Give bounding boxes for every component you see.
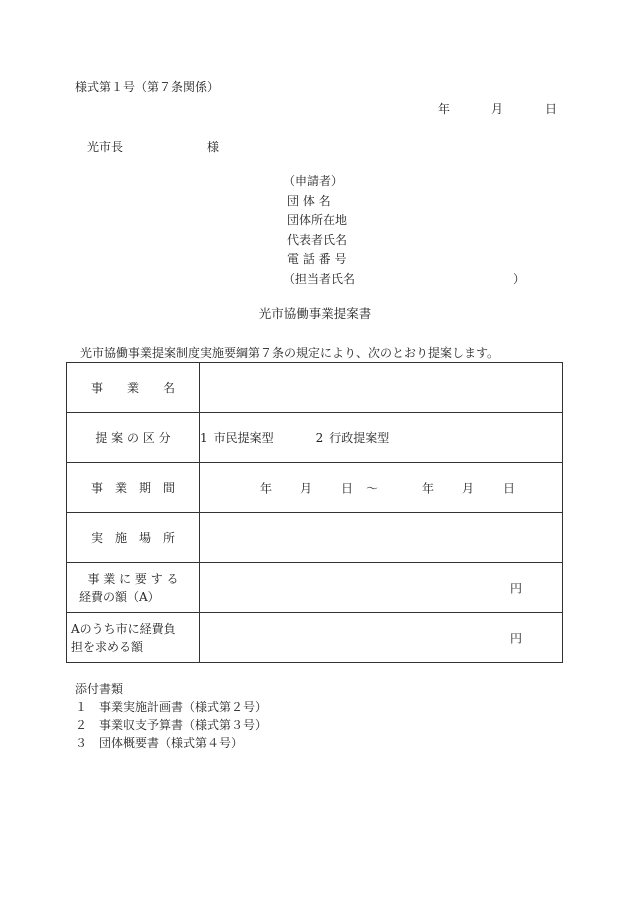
category-option-1[interactable]: 市民提案型	[213, 431, 274, 445]
date-day-label: 日	[545, 102, 558, 116]
applicant-block	[283, 172, 526, 289]
contact-row	[283, 270, 526, 290]
period-start-month: 月	[300, 481, 313, 495]
project-name-field[interactable]	[200, 363, 563, 413]
period-field[interactable]	[200, 463, 563, 513]
contact-close-paren: ）	[513, 271, 526, 286]
attachment-item: １ 事業実施計画書（様式第２号）	[75, 700, 268, 714]
period-start-day: 日	[341, 481, 354, 495]
row-venue	[67, 513, 563, 563]
category-field	[200, 413, 563, 463]
cost-unit: 円	[509, 581, 522, 595]
period-label: 事 業 期 間	[67, 463, 200, 513]
honorific: 様	[207, 140, 220, 154]
contact-person-label: （担当者氏名	[283, 271, 356, 286]
row-project-name	[67, 363, 563, 413]
period-tilde: ～	[366, 481, 379, 495]
row-period	[67, 463, 563, 513]
org-address-label: 団体所在地	[287, 213, 348, 227]
period-end-year: 年	[422, 481, 435, 495]
representative-label: 代表者氏名	[287, 232, 348, 247]
period-end-day: 日	[503, 481, 516, 495]
venue-field[interactable]	[200, 513, 563, 563]
proposal-table	[66, 362, 563, 663]
row-cost	[67, 563, 563, 613]
category-label: 提 案 の 区 分	[67, 413, 200, 463]
city-share-field[interactable]	[200, 613, 563, 663]
city-share-unit: 円	[509, 631, 522, 645]
category-option-1-number: 1	[200, 431, 208, 445]
intro-text: 光市協働事業提案制度実施要綱第７条の規定により、次のとおり提案します。	[80, 346, 500, 360]
cost-field[interactable]	[200, 563, 563, 613]
document-title: 光市協働事業提案書	[258, 306, 372, 321]
venue-label: 実 施 場 所	[67, 513, 200, 563]
addressee: 光市長	[87, 140, 124, 154]
row-city-share	[67, 613, 563, 663]
cost-label: 事 業 に 要 す る 経費の額（A）	[67, 563, 200, 613]
attachment-item: ２ 事業収支予算書（様式第３号）	[75, 718, 268, 732]
row-category	[67, 413, 563, 463]
project-name-label: 事 業 名	[67, 363, 200, 413]
applicant-heading: （申請者）	[283, 174, 344, 188]
phone-label: 電 話 番 号	[287, 252, 347, 266]
city-share-label: Aのうち市に経費負 担を求める額	[67, 613, 200, 663]
period-end-month: 月	[462, 481, 475, 495]
date-month-label: 月	[491, 102, 504, 116]
form-number: 様式第１号（第７条関係）	[75, 80, 220, 94]
attachments	[75, 680, 267, 752]
org-name-label: 団 体 名	[287, 193, 331, 208]
attachment-item: ３ 団体概要書（様式第４号）	[75, 736, 244, 750]
period-start-year: 年	[260, 481, 273, 495]
category-option-2[interactable]: 行政提案型	[329, 431, 390, 445]
category-option-2-number: 2	[315, 431, 324, 445]
attachments-heading: 添付書類	[75, 682, 124, 696]
date-year-label: 年	[438, 102, 451, 116]
